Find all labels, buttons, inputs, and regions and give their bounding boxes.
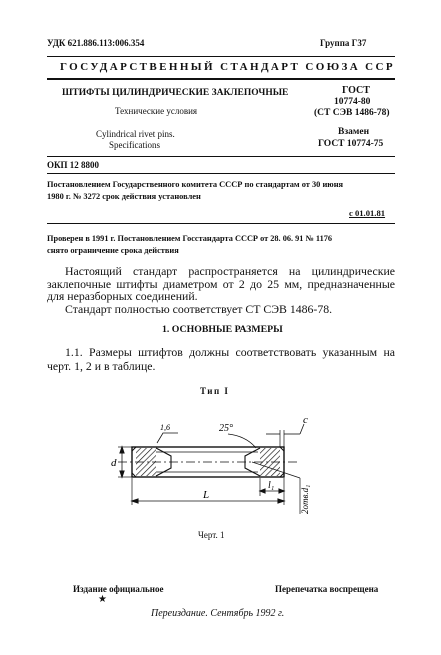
- resolution-line1: Постановлением Государственного комитета СССР по стандартам от 30 июня: [47, 180, 344, 189]
- figure-caption: Черт. 1: [198, 530, 225, 540]
- dim-l1-label: l₁: [268, 480, 275, 491]
- edition-label: Издание официальное: [73, 584, 164, 594]
- scope-paragraph: Настоящий стандарт распространяется на цилиндрические заклепочные штифты диаметром от 2 до 25 мм, предназначенные для неразборных соединений.: [47, 264, 395, 303]
- dim-d1-label: 2отв.d₁: [300, 484, 310, 514]
- checked-line1: Проверен в 1991 г. Постановлением Госстандарта СССР от 28. 06. 91 № 1176: [47, 234, 333, 243]
- group-code: Группа Г37: [320, 38, 367, 48]
- compliance-paragraph: Стандарт полностью соответствует СТ СЭВ 1486-78.: [65, 302, 333, 316]
- dim-L-label: L: [203, 489, 210, 501]
- subtitle-ru: Технические условия: [115, 106, 198, 116]
- angle-label: 25°: [219, 423, 233, 434]
- checked-line2: снято ограничение срока действия: [47, 246, 179, 255]
- udc-code: УДК 621.886.113:006.354: [47, 38, 145, 48]
- title-ru: ШТИФТЫ ЦИЛИНДРИЧЕСКИЕ ЗАКЛЕПОЧНЫЕ: [62, 88, 289, 98]
- clause-1-1: 1.1. Размеры штифтов должны соответствовать указанным на черт. 1, 2 и в таблице.: [47, 345, 395, 373]
- star-mark: ★: [98, 594, 107, 605]
- dim-d-label: d: [111, 457, 117, 469]
- standard-banner: ГОСУДАРСТВЕННЫЙ СТАНДАРТ СОЮЗА ССР: [60, 61, 395, 73]
- resolution-line2: 1980 г. № 3272 срок действия установлен: [47, 192, 201, 201]
- gost-number: 10774-80: [334, 97, 371, 107]
- type-label: Тип I: [200, 386, 230, 396]
- reprint-ban: Перепечатка воспрещена: [275, 584, 379, 594]
- replaces-value: ГОСТ 10774-75: [318, 139, 384, 149]
- title-en-line1: Cylindrical rivet pins.: [96, 129, 175, 139]
- chamfer-label: 1,6: [160, 423, 170, 432]
- dim-c-label: c: [303, 414, 308, 426]
- title-en-line2: Specifications: [109, 140, 160, 150]
- okp-code: ОКП 12 8800: [47, 160, 100, 170]
- st-sev-ref: (СТ СЭВ 1486-78): [314, 108, 390, 118]
- reissue-note: Переиздание. Сентябрь 1992 г.: [151, 608, 285, 619]
- gost-label: ГОСТ: [342, 85, 370, 96]
- section-heading: 1. ОСНОВНЫЕ РАЗМЕРЫ: [162, 324, 283, 335]
- replaces-label: Взамен: [338, 127, 370, 137]
- effective-date: с 01.01.81: [349, 208, 386, 218]
